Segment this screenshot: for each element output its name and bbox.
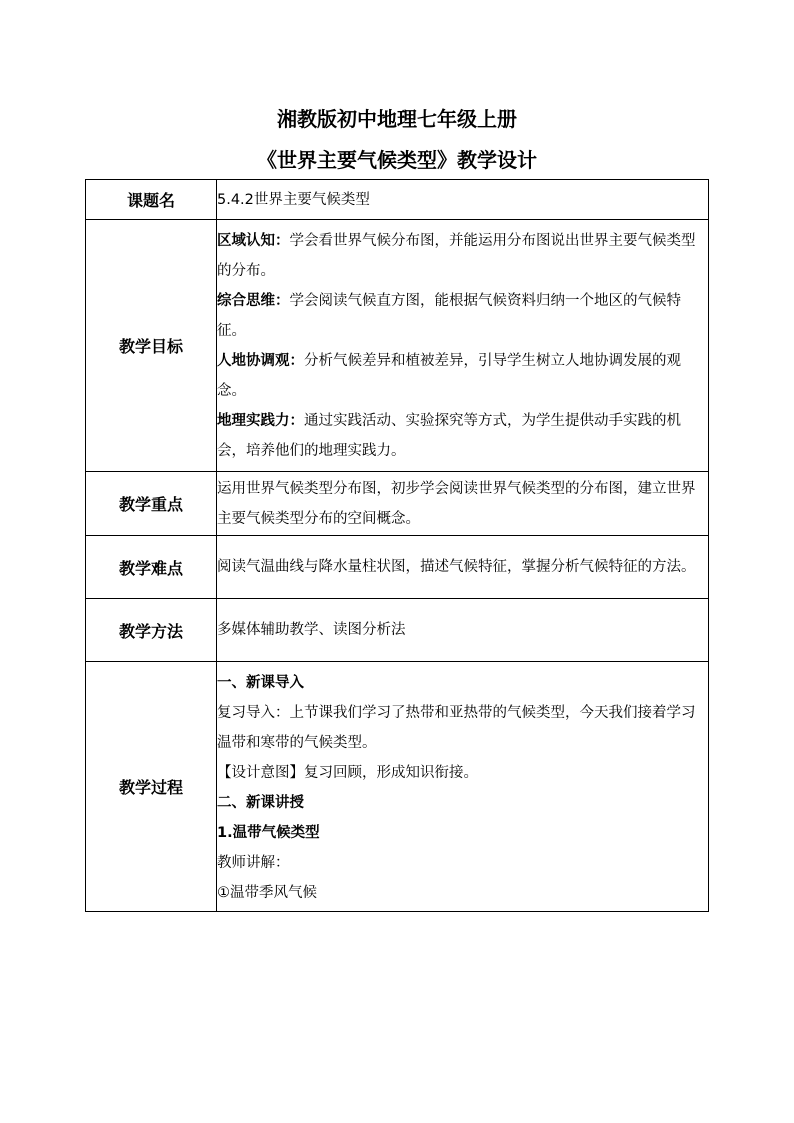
row-label-key-points: 教学重点 <box>86 472 217 536</box>
row-label-topic: 课题名 <box>86 180 217 220</box>
table-row-topic <box>86 180 709 220</box>
row-label-process: 教学过程 <box>86 662 217 912</box>
process-line: 【设计意图】复习回顾，形成知识衔接。 <box>217 764 478 781</box>
process-line: 复习导入：上节课我们学习了热带和亚热带的气候类型，今天我们接着学习温带和寒带的气候类型。 <box>217 704 696 751</box>
process-line: 教师讲解： <box>217 854 290 871</box>
goal-text: 学会阅读气候直方图，能根据气候资料归纳一个地区的气候特征。 <box>217 292 681 339</box>
goal-heading: 综合思维： <box>217 292 290 309</box>
document-subtitle: 《世界主要气候类型》教学设计 <box>257 148 537 172</box>
table-row-methods <box>86 599 709 662</box>
goal-text: 分析气候差异和植被差异，引导学生树立人地协调发展的观念。 <box>217 352 681 399</box>
goal-heading: 人地协调观： <box>217 352 304 369</box>
table-row-process <box>86 662 709 912</box>
goals-content <box>217 220 709 472</box>
goal-item <box>217 286 708 346</box>
difficulties-value: 阅读气温曲线与降水量柱状图，描述气候特征，掌握分析气候特征的方法。 <box>217 536 709 599</box>
document-title: 湘教版初中地理七年级上册 <box>277 107 517 131</box>
goal-text: 通过实践活动、实验探究等方式，为学生提供动手实践的机会，培养他们的地理实践力。 <box>217 412 681 459</box>
process-heading: 一、新课导入 <box>217 674 304 691</box>
goal-heading: 区域认知： <box>217 232 290 249</box>
process-subheading: 1.温带气候类型 <box>217 824 320 841</box>
row-label-goals: 教学目标 <box>86 220 217 472</box>
goal-text: 学会看世界气候分布图，并能运用分布图说出世界主要气候类型的分布。 <box>217 232 696 279</box>
process-heading: 二、新课讲授 <box>217 794 304 811</box>
goal-heading: 地理实践力： <box>217 412 304 429</box>
goal-item <box>217 226 708 286</box>
goal-item <box>217 406 708 466</box>
goal-item <box>217 346 708 406</box>
lesson-plan-table <box>85 179 709 912</box>
row-label-methods: 教学方法 <box>86 599 217 662</box>
row-label-difficulties: 教学难点 <box>86 536 217 599</box>
process-line: ①温带季风气候 <box>217 884 317 901</box>
topic-value: 5.4.2世界主要气候类型 <box>217 180 709 220</box>
table-row-key-points <box>86 472 709 536</box>
key-points-value: 运用世界气候类型分布图，初步学会阅读世界气候类型的分布图，建立世界主要气候类型分布的空间概念。 <box>217 472 709 536</box>
methods-value: 多媒体辅助教学、读图分析法 <box>217 599 709 662</box>
table-row-goals <box>86 220 709 472</box>
process-content <box>217 662 709 912</box>
table-row-difficulties <box>86 536 709 599</box>
